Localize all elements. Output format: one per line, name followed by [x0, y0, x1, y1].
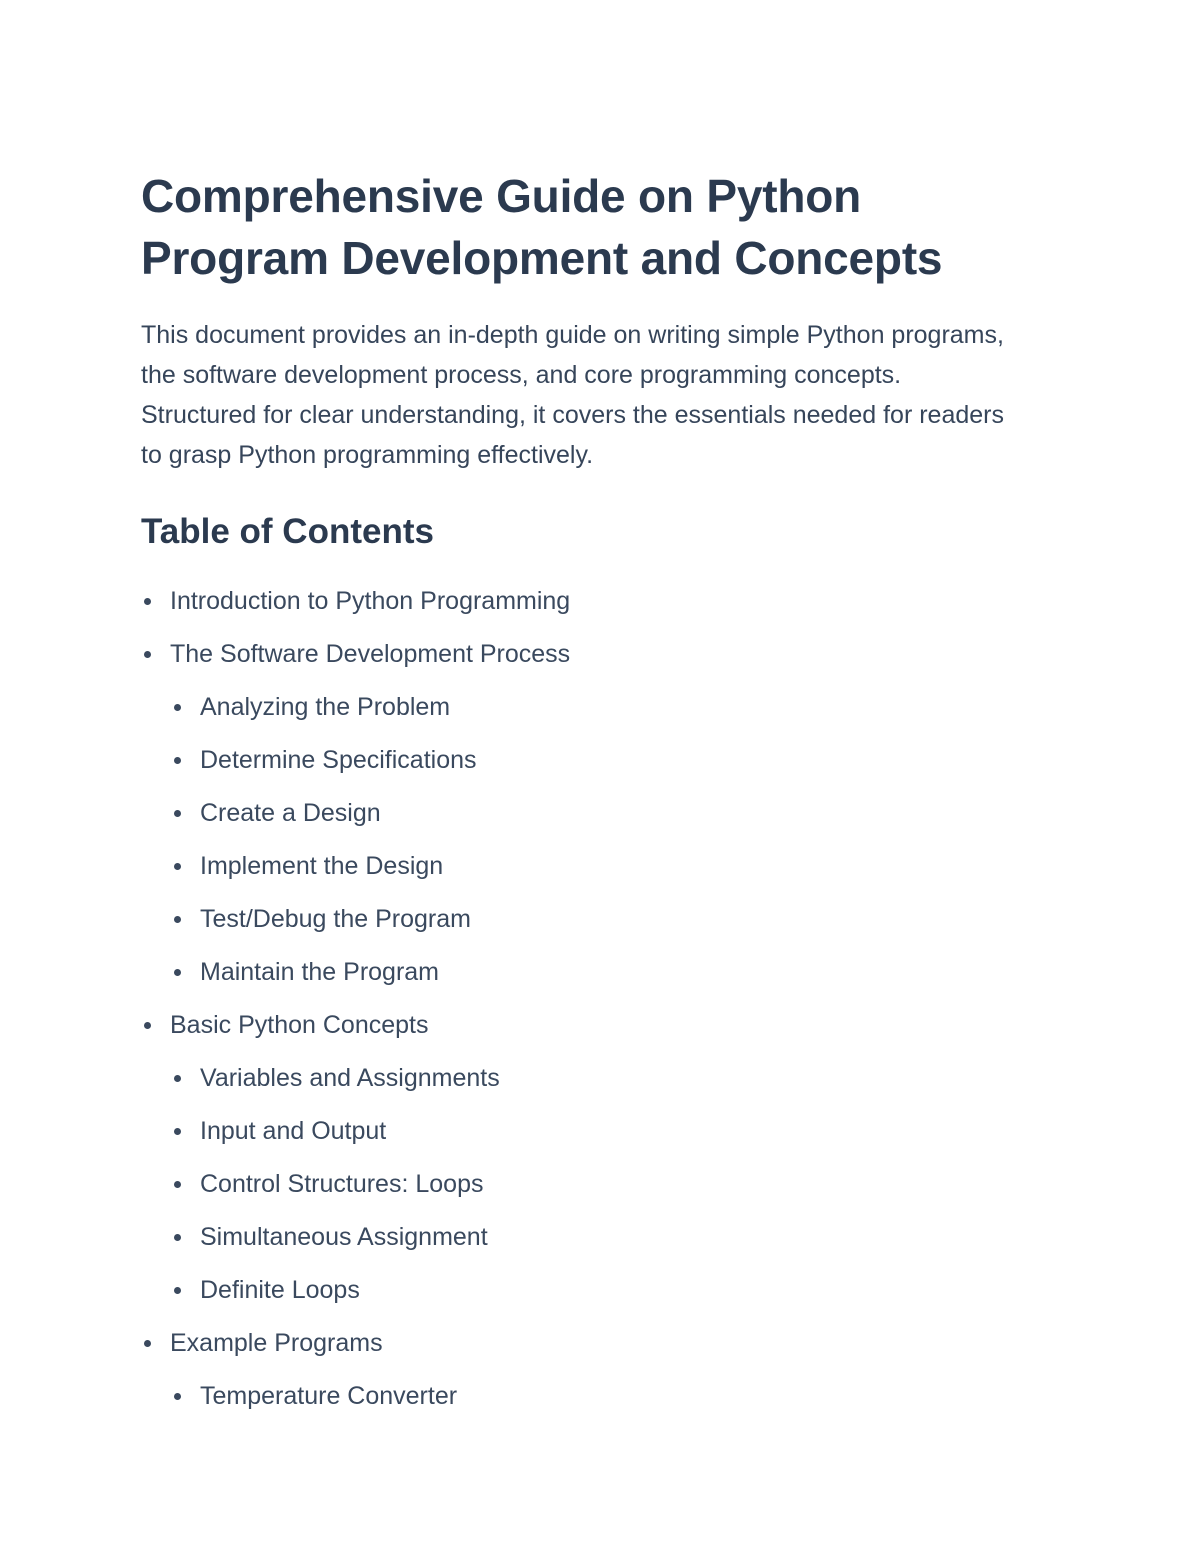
- document-title: Comprehensive Guide on Python Program Development and Concepts: [141, 170, 943, 284]
- document-intro: This document provides an in-depth guide on writing simple Python programs, the software development process, and core programming concepts. Structured for clear understanding, it covers the essentials needed for readers to grasp Python programming effectively.: [141, 321, 1004, 469]
- toc-item[interactable]: [141, 999, 1021, 1052]
- bullet-icon: [174, 757, 181, 764]
- bullet-icon: [174, 1393, 181, 1400]
- bullet-icon: [174, 1287, 181, 1294]
- toc-item-label: Basic Python Concepts: [170, 1011, 429, 1039]
- toc-item[interactable]: [141, 734, 1021, 787]
- toc-item[interactable]: [141, 575, 1021, 628]
- toc-item[interactable]: [141, 681, 1021, 734]
- bullet-icon: [174, 1128, 181, 1135]
- toc-item-label: Input and Output: [200, 1117, 387, 1145]
- toc-item[interactable]: [141, 1370, 1021, 1423]
- bullet-icon: [174, 1234, 181, 1241]
- toc-item[interactable]: [141, 946, 1021, 999]
- toc-item[interactable]: [141, 1158, 1021, 1211]
- toc-item[interactable]: [141, 893, 1021, 946]
- bullet-icon: [144, 1340, 151, 1347]
- bullet-icon: [174, 810, 181, 817]
- document-page: [141, 165, 1021, 1423]
- bullet-icon: [174, 969, 181, 976]
- bullet-icon: [174, 704, 181, 711]
- toc-item[interactable]: [141, 1317, 1021, 1370]
- bullet-icon: [174, 1075, 181, 1082]
- toc-item-label: Variables and Assignments: [200, 1064, 500, 1092]
- toc-item-label: Control Structures: Loops: [200, 1170, 484, 1198]
- bullet-icon: [144, 598, 151, 605]
- toc-item-label: Temperature Converter: [200, 1382, 458, 1410]
- bullet-icon: [144, 651, 151, 658]
- toc-item[interactable]: [141, 1211, 1021, 1264]
- toc-item[interactable]: [141, 1105, 1021, 1158]
- toc-item[interactable]: [141, 840, 1021, 893]
- toc-item-label: Introduction to Python Programming: [170, 587, 571, 615]
- toc-item-label: Create a Design: [200, 799, 381, 827]
- toc-item-label: Example Programs: [170, 1329, 383, 1357]
- table-of-contents: [141, 575, 1021, 1423]
- toc-heading: Table of Contents: [141, 512, 434, 551]
- toc-item-label: Simultaneous Assignment: [200, 1223, 488, 1251]
- toc-item[interactable]: [141, 787, 1021, 840]
- toc-item-label: Definite Loops: [200, 1276, 360, 1304]
- toc-item-label: Maintain the Program: [200, 958, 440, 986]
- bullet-icon: [174, 1181, 181, 1188]
- toc-item[interactable]: [141, 1052, 1021, 1105]
- toc-item-label: Test/Debug the Program: [200, 905, 471, 933]
- toc-item-label: The Software Development Process: [170, 640, 571, 668]
- toc-item-label: Determine Specifications: [200, 746, 477, 774]
- bullet-icon: [174, 863, 181, 870]
- bullet-icon: [144, 1022, 151, 1029]
- toc-item-label: Analyzing the Problem: [200, 693, 451, 721]
- toc-item[interactable]: [141, 628, 1021, 681]
- toc-item-label: Implement the Design: [200, 852, 444, 880]
- bullet-icon: [174, 916, 181, 923]
- toc-item[interactable]: [141, 1264, 1021, 1317]
